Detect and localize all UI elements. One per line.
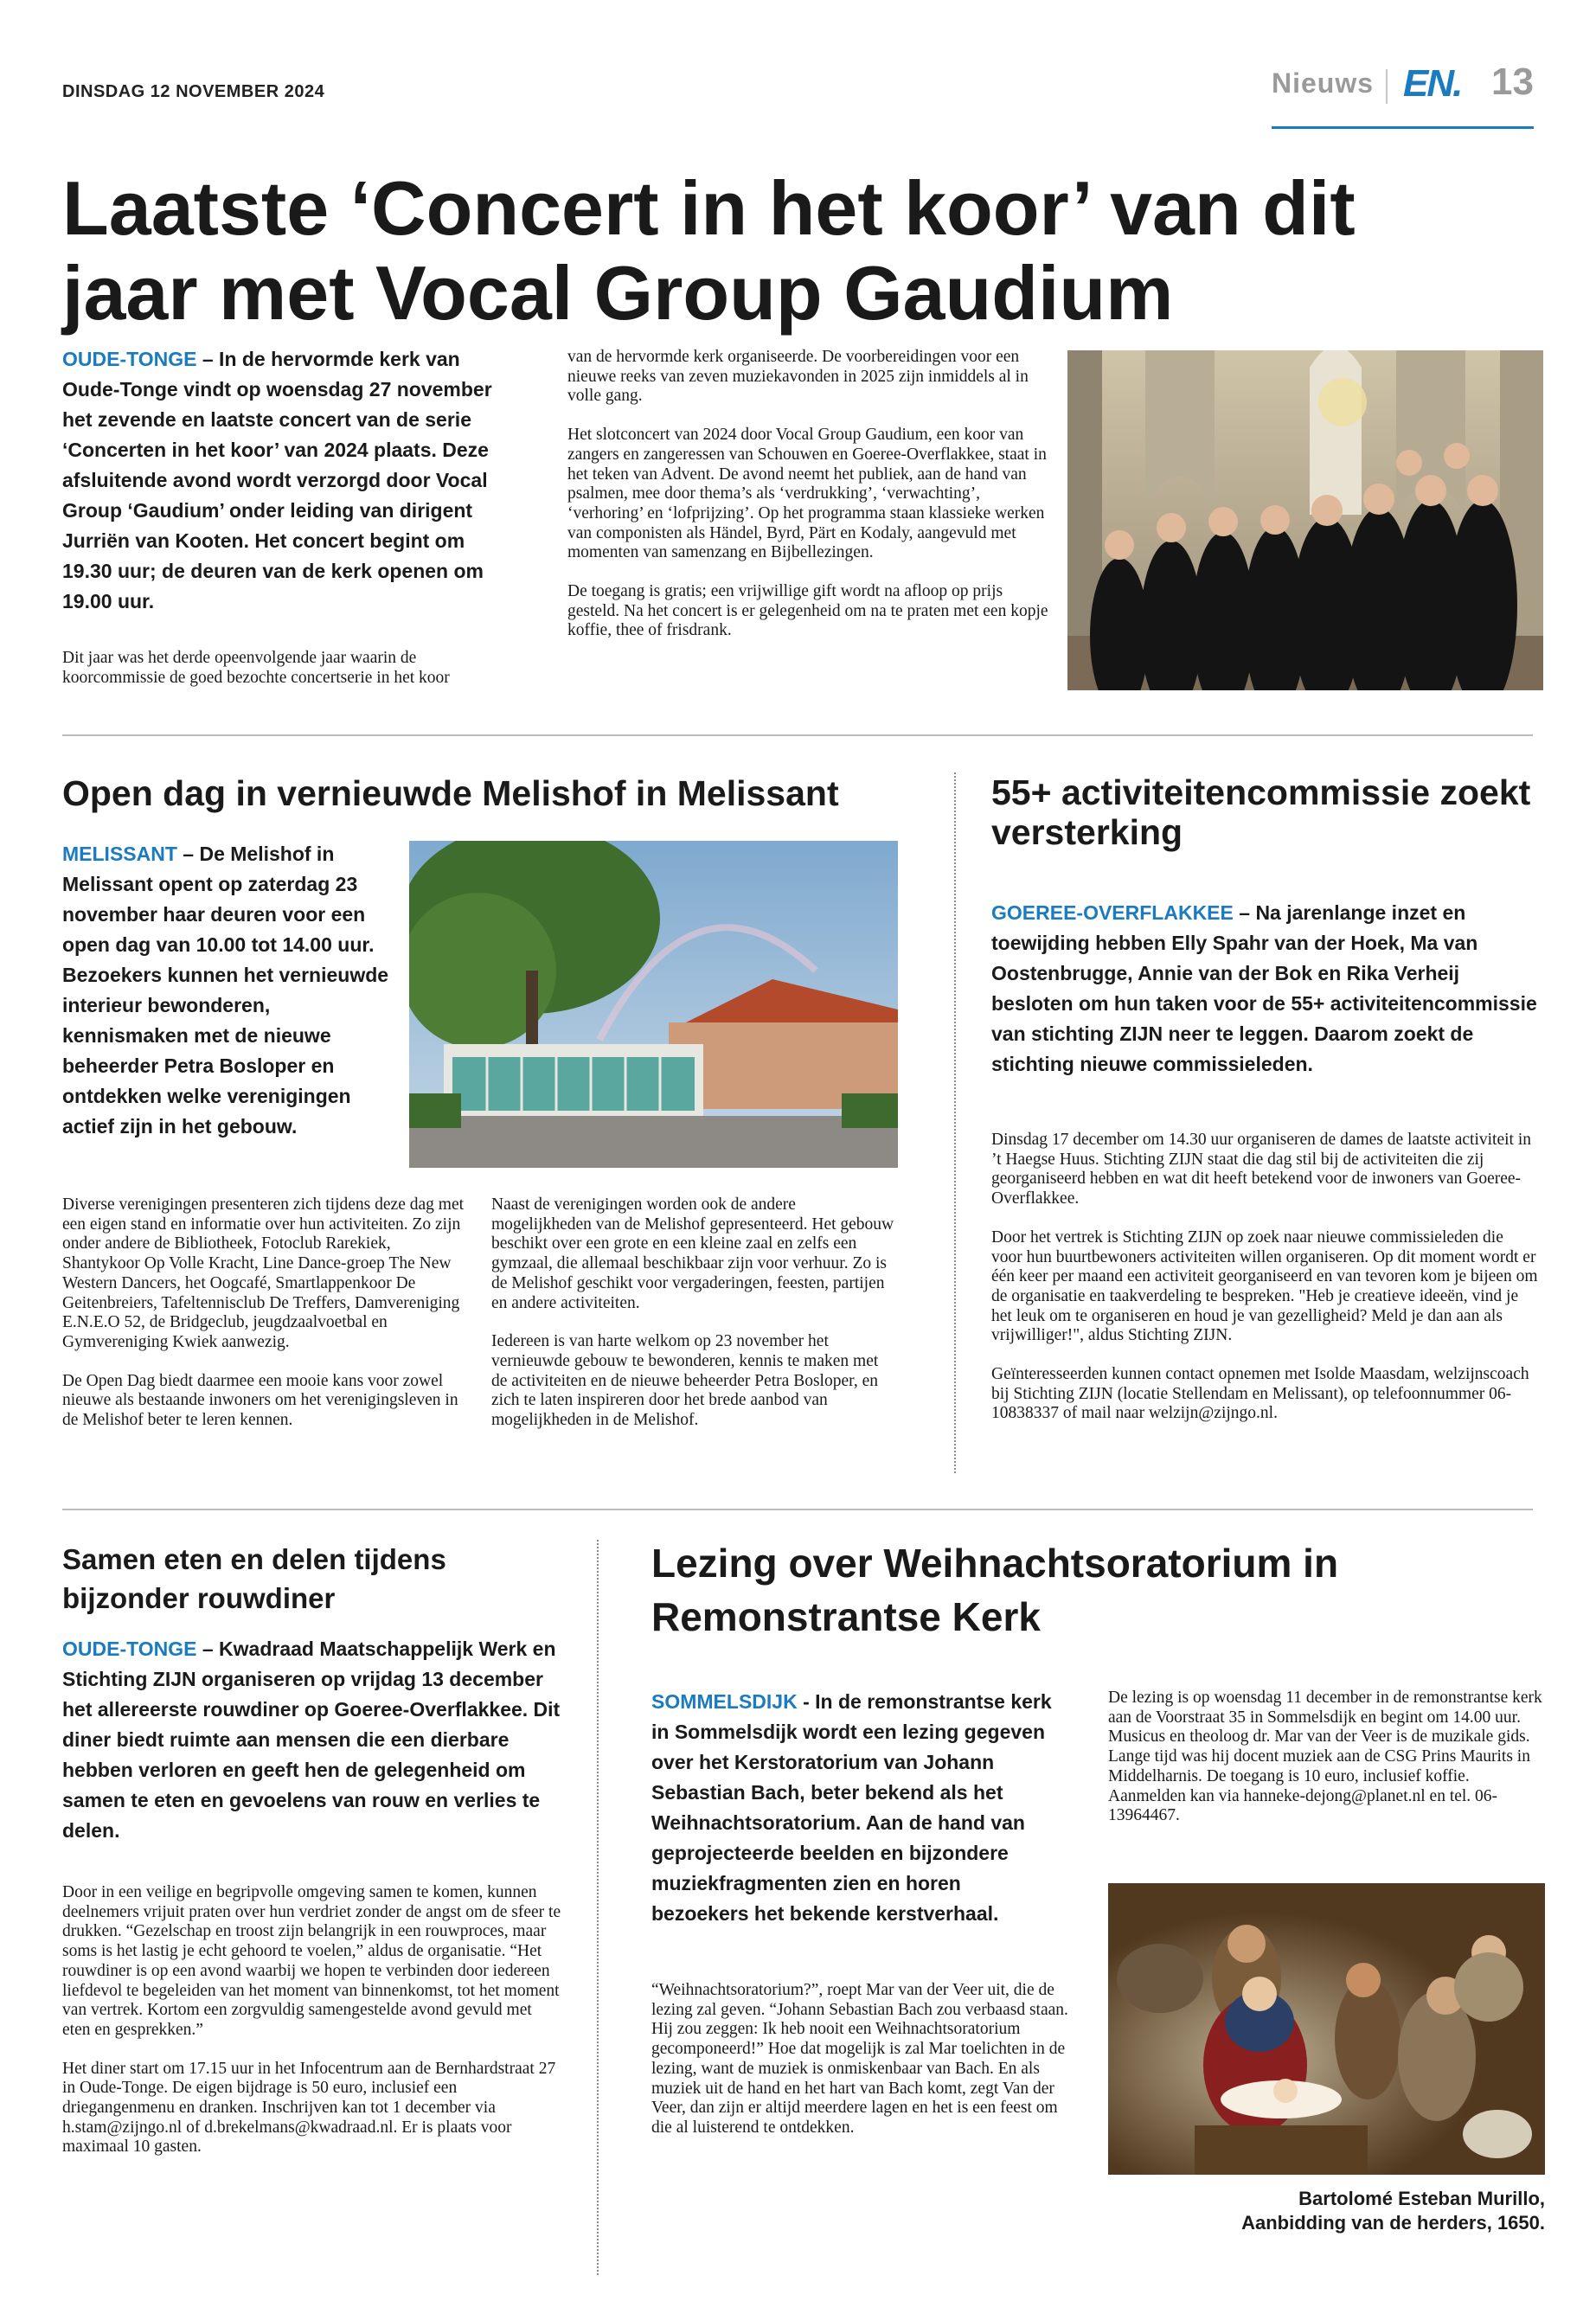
article2-col2 <box>491 1195 898 1450</box>
article4-paragraph: Door in een veilige en begripvolle omgeving samen te komen, kunnen deelnemers vrijuit praten over hun verdriet zonder de angst om de sfeer te drukken. “Gezelschap en troost zijn belangrijk in een rouwproces, maar soms is het lastig je echt gehoord te voelen,” aldus de organisatie. “Het rouwdiner is op een avond waarbij we hopen te verbinden door iedereen liefdevol te begeleiden van het moment van binnenkomst, tot het moment van vertrek. Kortom een zorgvuldig samengestelde avond gevuld met eten en gesprekken.” <box>62 1883 561 2039</box>
choir-photo-illustration <box>1067 350 1543 690</box>
article1-paragraph: van de hervormde kerk organiseerde. De voorbereidingen voor een nieuwe reeks van zeven muziekavonden in 2025 zijn inmiddels al in volle gang. <box>567 348 1029 406</box>
article4-title: Samen eten en delen tijdens bijzonder rouwdiner <box>62 1543 446 1614</box>
article1-paragraph: Het slotconcert van 2024 door Vocal Group Gaudium, een koor van zangers en zangeressen van Schouwen en Goeree-Overflakkee, staat in het teken van Advent. De avond neemt het publiek, aan de hand van psalmen, mee door thema’s als ‘verdrukking’, ‘verwachting’, ‘verhoring’ en ‘lofprijzing’. Op het programma staan klassieke werken van componisten als Händel, Byrd, Pärt en Kodaly, aangevuld met momenten van samenzang en Bijbellezingen. <box>567 426 1047 562</box>
article5-col2-text: De lezing is op woensdag 11 december in de remonstrantse kerk aan de Voorstraat 35 in Sommelsdijk en begint om 14.00 uur. Musicus en theoloog dr. Mar van der Veer is de muzikale gids. Lange tijd was hij docent muziek aan de CSG Prins Maurits in Middelharnis. De toegang is 10 euro, inclusief koffie. Aanmelden kan via hanneke-dejong@planet.nl en tel. 06-13964467. <box>1108 1689 1542 1825</box>
article4-body <box>62 1883 564 2176</box>
article2-lead-block <box>62 839 400 1142</box>
article2-paragraph: Iedereen is van harte welkom op 23 november het vernieuwde gebouw te bewonderen, kennis te maken met de activiteiten en de nieuwe beheerder Petra Bosloper, en zich te laten inspireren door het brede aanbod van mogelijkheden in de Melishof. <box>491 1332 879 1430</box>
article5-lead-block <box>651 1687 1058 1929</box>
article1-paragraph: De toegang is gratis; een vrijwillige gift wordt na afloop op prijs gesteld. Na het concert is er gelegenheid om na te praten met een kopje koffie, thee of frisdrank. <box>567 582 1048 640</box>
newspaper-logo: EN. <box>1403 62 1462 105</box>
article4-lead-text: – Kwadraad Maatschappelijk Werk en Stichting ZIJN organiseren op vrijdag 13 december het allereerste rouwdiner op Goeree-Overflakkee. Dit diner biedt ruimte aan mensen die een dierbare hebben verloren en geeft hen de gelegenheid om samen te eten en gevoelens van rouw en verlies te delen. <box>62 1638 561 1842</box>
article3-body <box>991 1131 1538 1443</box>
caption-line: Bartolomé Esteban Murillo, <box>1298 2188 1545 2209</box>
section-divider <box>62 734 1533 736</box>
article2-place: MELISSANT <box>62 843 177 865</box>
choir-photo <box>1067 350 1543 690</box>
article1-col1 <box>62 649 521 707</box>
painting-illustration <box>1108 1883 1545 2175</box>
article1-place: OUDE-TONGE <box>62 348 197 370</box>
header-rule <box>1272 126 1534 129</box>
article1-col2 <box>567 348 1052 660</box>
article2-paragraph: De Open Dag biedt daarmee een mooie kans voor zowel nieuwe als bestaande inwoners om het verenigingsleven in de Melishof beter te leren kennen. <box>62 1371 458 1430</box>
article5-col1-text: “Weihnachtsoratorium?”, roept Mar van der Veer uit, die de lezing zal geven. “Johann Sebastian Bach zou verbaasd staan. Hij zou zeggen: Ik heb nooit een Weihnachtsoratorium gecomponeerd!” Hoe dat mogelijk is zal Mar toelichten in de lezing, want de muziek is onmiskenbaar van Bach. En als muziek uit de hand en het hart van Bach komt, zegt Van der Veer, dan zijn er altijd meerdere lagen en het is een feest om die al luisterend te ontdekken. <box>651 1981 1068 2137</box>
article3-lead <box>991 898 1545 1080</box>
article1-lead-block <box>62 344 512 617</box>
article1-col1-text: Dit jaar was het derde opeenvolgende jaar waarin de koorcommissie de goed bezochte concertserie in het koor <box>62 649 450 687</box>
caption-line: Aanbidding van de herders, 1650. <box>1241 2212 1545 2234</box>
article3-paragraph: Door het vertrek is Stichting ZIJN op zoek naar nieuwe commissieleden die voor hun buurtbewoners activiteiten willen organiseren. Op dit moment wordt er één keer per maand een activiteit georganiseerd en van tevoren kom je bijeen om de organisatie en taakverdeling te bespreken. "Heb je creatieve ideeën, vind je het leuk om te organiseren en houd je van gezelligheid? Meld je dan aan als vrijwilliger!", aldus Stichting ZIJN. <box>991 1227 1538 1345</box>
article2-paragraph: Naast de verenigingen worden ook de andere mogelijkheden van de Melishof gepresenteerd. Het gebouw beschikt over een grote en een kleine zaal en zelfs een gymzaal, die allemaal beschikbaar zijn voor verhuur. Zo is de Melishof geschikt voor vergaderingen, feesten, partijen en andere activiteiten. <box>491 1195 894 1312</box>
article3-lead-block <box>991 898 1545 1080</box>
article5-col1 <box>651 1981 1075 2157</box>
article5-title: Lezing over Weihnachtsoratorium in Remonstrantse Kerk <box>651 1541 1339 1639</box>
column-separator <box>597 1540 599 2275</box>
header-divider <box>1386 69 1388 104</box>
article3-title: 55+ activiteitencommissie zoekt versterking <box>991 772 1531 852</box>
page-date: DINSDAG 12 NOVEMBER 2024 <box>62 82 325 101</box>
article4-lead <box>62 1634 564 1846</box>
article1-lead <box>62 344 512 617</box>
article5-lead <box>651 1687 1058 1929</box>
article5-place: SOMMELSDIJK <box>651 1690 798 1713</box>
section-label: Nieuws <box>1272 67 1375 99</box>
article1-lead-text: – In de hervormde kerk van Oude-Tonge vindt op woensdag 27 november het zevende en laatste concert van de serie ‘Concerten in het koor’ van 2024 plaats. Deze afsluitende avond wordt verzorgd door Vocal Group ‘Gaudium’ onder leiding van dirigent Jurriën van Kooten. Het concert begint om 19.30 uur; de deuren van de kerk openen om 19.00 uur. <box>62 348 492 612</box>
murillo-painting <box>1108 1883 1545 2175</box>
melishof-photo-illustration <box>409 841 898 1168</box>
article2-title: Open dag in vernieuwde Melishof in Melissant <box>62 773 839 813</box>
article2-lead-text: – De Melishof in Melissant opent op zaterdag 23 november haar deuren voor een open dag van 10.00 tot 14.00 uur. Bezoekers kunnen het vernieuwde interieur bewonderen, kennismaken met de nieuwe beheerder Petra Bosloper en ontdekken welke verenigingen actief zijn in het gebouw. <box>62 843 389 1138</box>
section-divider <box>62 1509 1533 1510</box>
article2-paragraph: Diverse verenigingen presenteren zich tijdens deze dag met een eigen stand en informatie over hun activiteiten. Zo zijn onder andere de Bibliotheek, Fotoclub Rarekiek, Shantykoor Op Volle Kracht, Line Dance-groep The New Western Dancers, het Oogcafé, Smartlappenkoor De Geitenbreiers, Tafeltennisclub De Treffers, Damvereniging E.N.E.O 52, de Bridgeclub, jeugdzaalvoetbal en Gymvereniging Kwiek aanwezig. <box>62 1195 465 1351</box>
article3-place: GOEREE-OVERFLAKKEE <box>991 901 1234 924</box>
article5-lead-text: - In de remonstrantse kerk in Sommelsdijk wordt een lezing gegeven over het Kerstoratorium van Johann Sebastian Bach, beter bekend als het Weihnachtsoratorium. Aan de hand van geprojecteerde beelden en bijzondere muziekfragmenten zien en horen bezoekers het bekende kerstverhaal. <box>651 1690 1052 1925</box>
article4-paragraph: Het diner start om 17.15 uur in het Infocentrum aan de Bernhardstraat 27 in Oude-Tonge. De eigen bijdrage is 50 euro, inclusief een driegangenmenu en dranken. Inschrijven kan tot 1 december via h.stam@zijngo.nl of d.brekelmans@kwadraad.nl. Er is plaats voor maximaal 10 gasten. <box>62 2059 556 2157</box>
article4-lead-block <box>62 1634 564 1846</box>
melishof-photo <box>409 841 898 1168</box>
column-separator <box>954 772 956 1473</box>
painting-caption <box>1108 2187 1545 2235</box>
article3-paragraph: Dinsdag 17 december om 14.30 uur organiseren de dames de laatste activiteit in ’t Haegse Huus. Stichting ZIJN staat die dag stil bij de activiteiten die zij georganiseerd hebben en wat dit heeft betekend voor de inwoners van Goeree-Overflakkee. <box>991 1131 1531 1208</box>
article3-lead-text: – Na jarenlange inzet en toewijding hebben Elly Spahr van der Hoek, Ma van Oostenbrugge, Annie van der Bok en Rika Verheij besloten om hun taken voor de 55+ activiteitencommissie van stichting ZIJN neer te leggen. Daarom zoekt de stichting nieuwe commissieleden. <box>991 901 1537 1075</box>
page-number: 13 <box>1491 61 1534 103</box>
article2-col1 <box>62 1195 469 1450</box>
article5-col2 <box>1108 1689 1545 1845</box>
article1-title: Laatste ‘Concert in het koor’ van dit jaar met Vocal Group Gaudium <box>62 165 1356 336</box>
article4-place: OUDE-TONGE <box>62 1638 197 1660</box>
article2-lead <box>62 839 400 1142</box>
article3-paragraph: Geïnteresseerden kunnen contact opnemen met Isolde Maasdam, welzijnscoach bij Stichting ZIJN (locatie Stellendam en Melissant), op telefoonnummer 06-10838337 of mail naar welzijn@zijngo.nl. <box>991 1365 1529 1423</box>
